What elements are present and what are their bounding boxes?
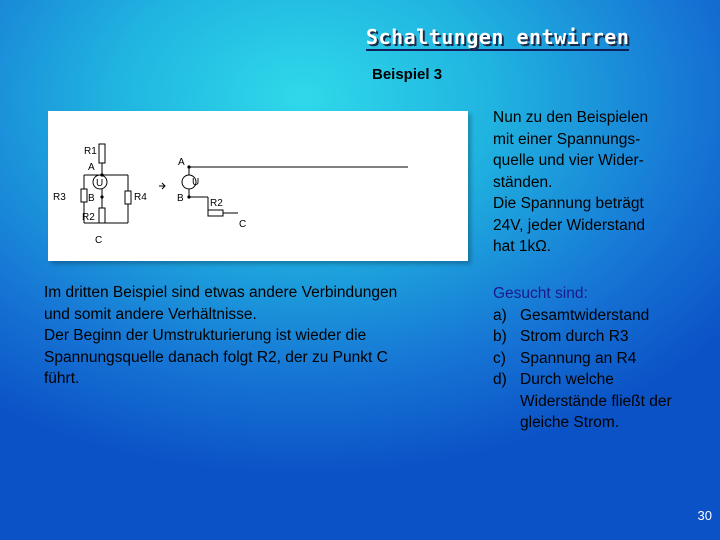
resistor-r4 <box>125 191 131 204</box>
resistor-r2 <box>99 208 105 223</box>
label-r2-right: R2 <box>210 198 223 209</box>
label-b: B <box>88 193 95 204</box>
resistor-r2-right <box>208 210 223 216</box>
resistor-r1 <box>99 144 105 163</box>
label-c-right: C <box>239 219 247 230</box>
slide-title: Schaltungen entwirren <box>366 25 630 49</box>
list-item <box>493 305 693 327</box>
body-line: führt. <box>44 370 80 387</box>
list-item <box>493 326 693 348</box>
body-line: Spannungsquelle danach folgt R2, der zu Punkt C <box>44 348 388 366</box>
list-item <box>493 348 693 370</box>
label-u: U <box>96 178 104 189</box>
item-text: Spannung an R4 <box>520 349 637 367</box>
body-text <box>44 282 464 390</box>
wanted-heading: Gesucht sind: <box>493 285 588 302</box>
circuit-diagram <box>48 111 468 261</box>
intro-line: hat 1kΩ. <box>493 238 552 255</box>
label-r3: R3 <box>53 192 66 203</box>
item-text: Gesamtwiderstand <box>520 306 650 324</box>
item-marker: b) <box>493 328 507 345</box>
item-marker: c) <box>493 349 506 367</box>
slide-subtitle: Beispiel 3 <box>372 66 443 83</box>
label-u-right: U <box>192 177 200 188</box>
item-marker: a) <box>493 306 507 324</box>
intro-line: quelle und vier Wider- <box>493 152 644 169</box>
body-line: Der Beginn der Umstrukturierung ist wieder die <box>44 327 367 344</box>
item-text: Strom durch R3 <box>520 328 629 345</box>
intro-line: Nun zu den Beispielen <box>493 109 649 126</box>
intro-line: Die Spannung beträgt <box>493 195 644 212</box>
resistor-r3 <box>81 189 87 202</box>
page-number: 30 <box>697 508 712 523</box>
body-line: und somit andere Verhältnisse. <box>44 305 257 323</box>
label-a-right: A <box>178 157 185 168</box>
label-r4: R4 <box>134 192 147 203</box>
intro-line: ständen. <box>493 173 553 191</box>
intro-text <box>493 107 683 258</box>
list-item <box>493 369 693 434</box>
item-text: Durch welche Widerstände fließt der gleiche Strom. <box>520 371 672 431</box>
label-r2: R2 <box>82 212 95 223</box>
wanted-list <box>493 283 693 434</box>
intro-line: 24V, jeder Widerstand <box>493 216 645 234</box>
label-b-right: B <box>177 193 184 204</box>
label-c: C <box>95 235 103 246</box>
item-marker: d) <box>493 371 507 388</box>
label-a: A <box>88 162 95 173</box>
intro-line: mit einer Spannungs- <box>493 130 641 148</box>
body-line: Im dritten Beispiel sind etwas andere Verbindungen <box>44 284 398 301</box>
label-r1: R1 <box>84 146 97 157</box>
